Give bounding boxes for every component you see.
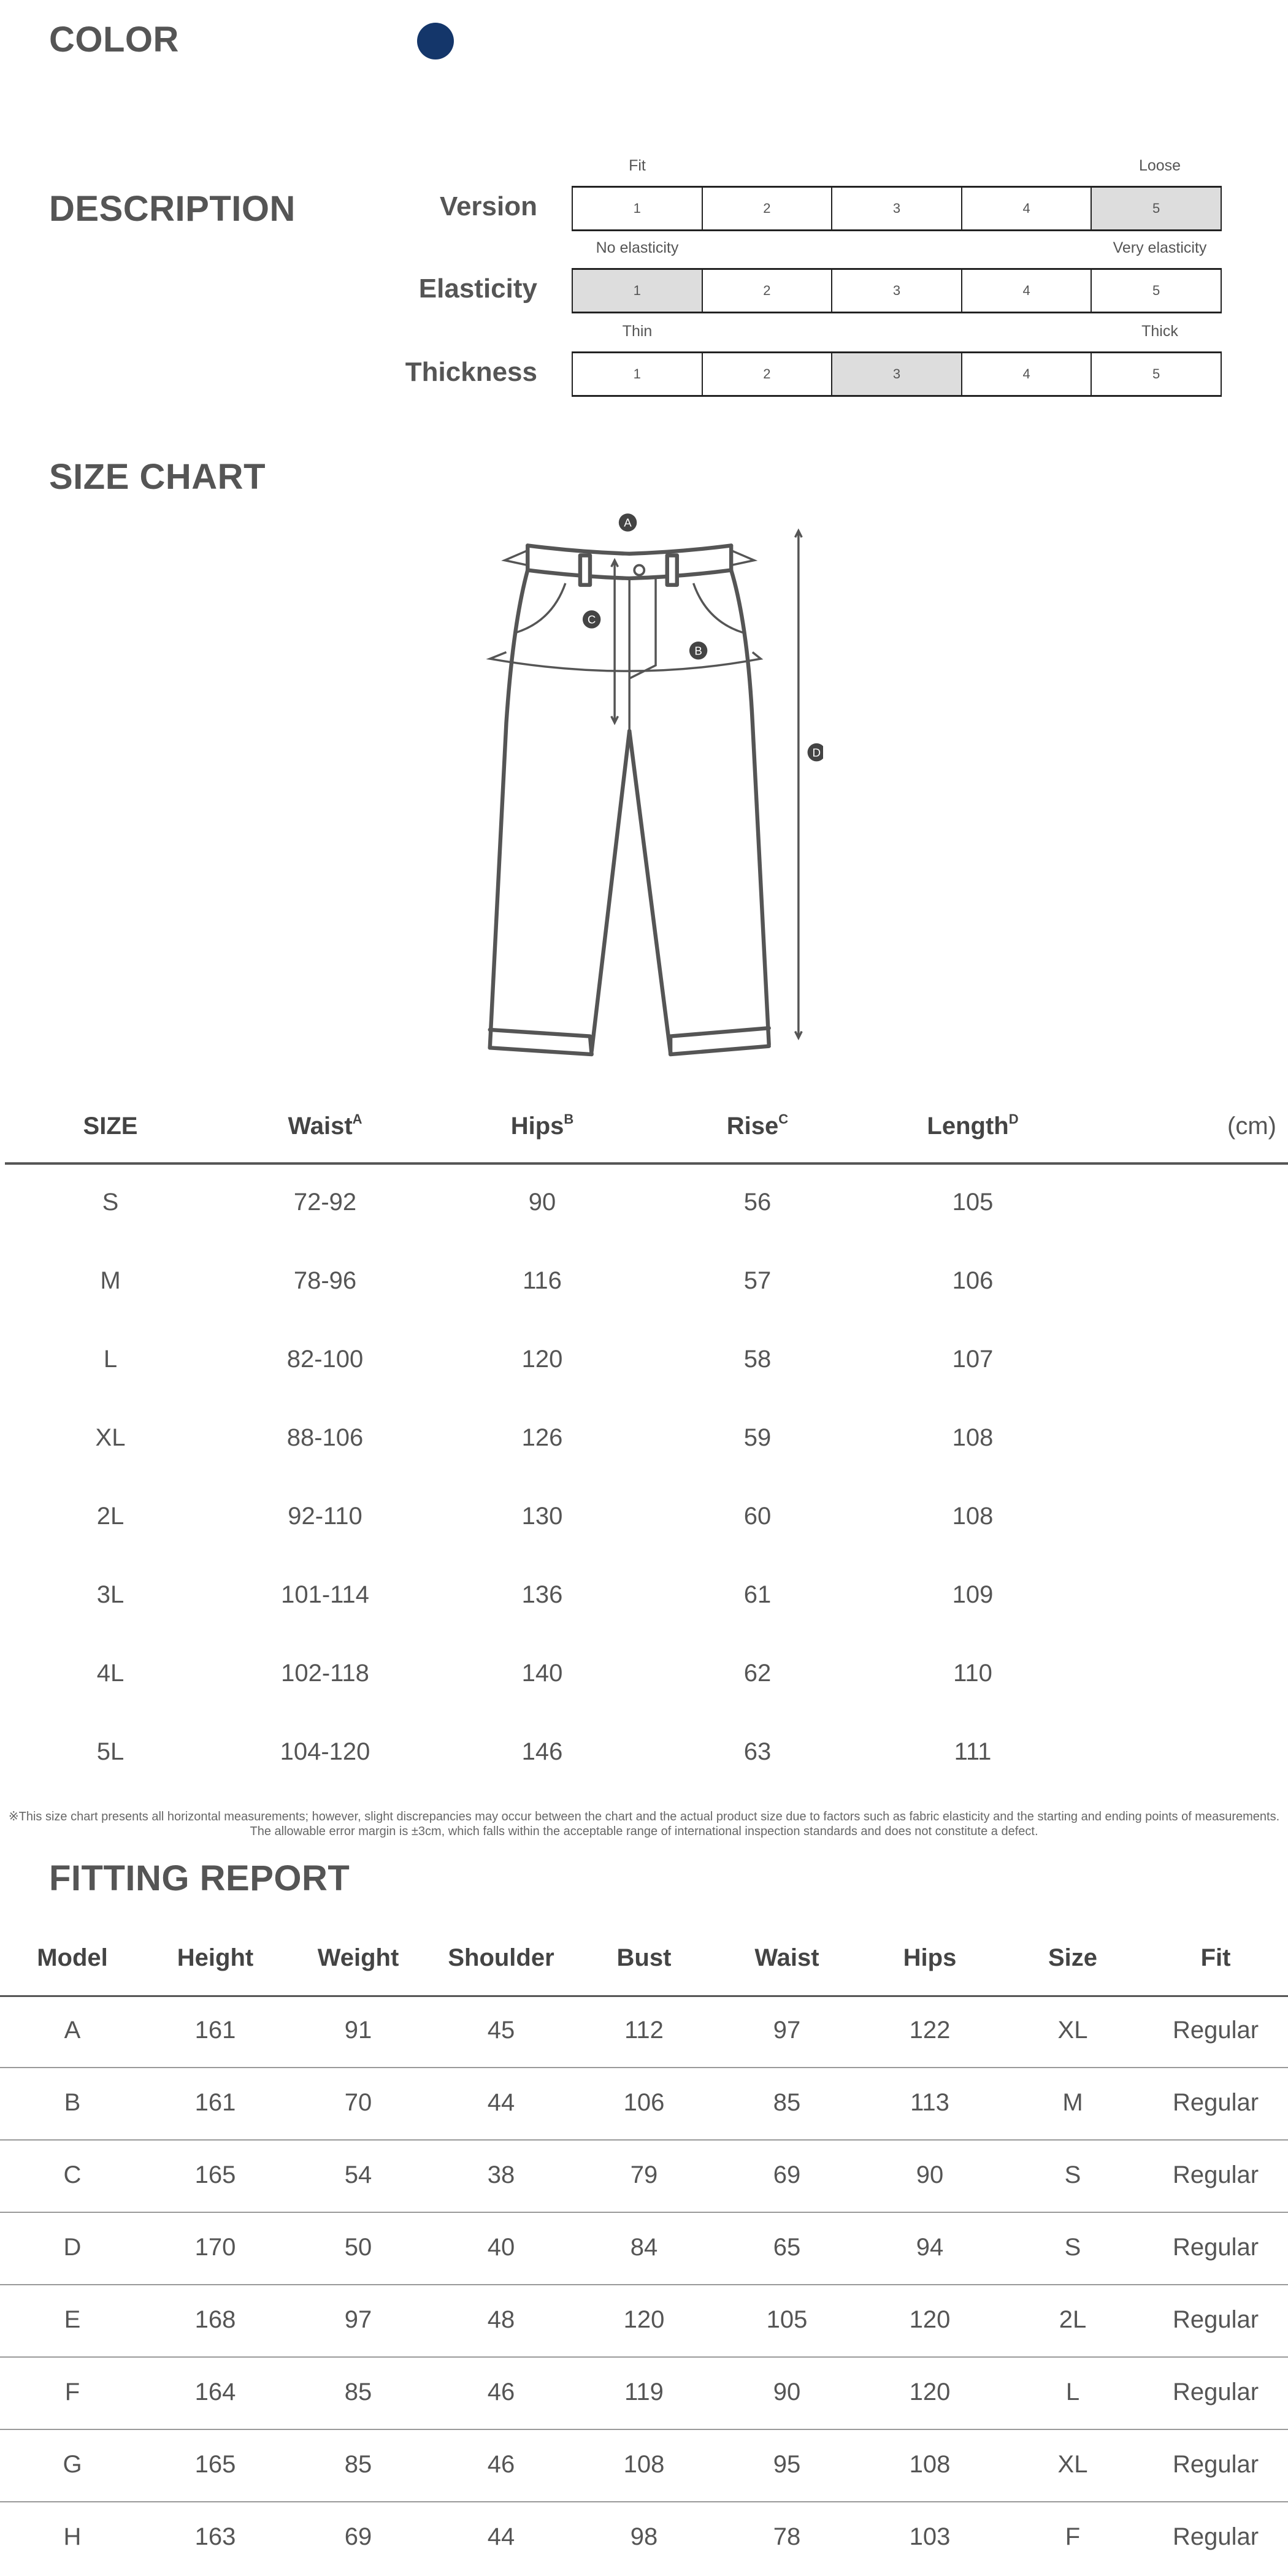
left-hem [490,1030,592,1054]
size-chart-title: SIZE CHART [49,457,266,497]
fit-cell: 97 [773,2017,801,2044]
fit-cell: 2L [1059,2306,1087,2333]
scale-label-version: Version [440,191,537,221]
fit-cell: 69 [773,2161,801,2188]
fit-cell: 90 [773,2379,801,2405]
fit-cell: Regular [1172,2089,1259,2116]
fit-cell: 90 [916,2161,944,2188]
fit-cell: Regular [1172,2451,1259,2478]
size-cell: 108 [952,1424,994,1451]
size-cell: 140 [521,1660,563,1687]
color-title: COLOR [49,20,179,59]
unit-label: (cm) [1227,1113,1276,1140]
fit-cell: XL [1057,2451,1088,2478]
size-cell: S [102,1189,119,1216]
fit-cell: 108 [623,2451,665,2478]
fit-cell: 164 [194,2379,236,2405]
right-outer-seam [731,570,769,1045]
size-cell: 105 [952,1189,994,1216]
fit-cell: 85 [773,2089,801,2116]
fit-cell: 94 [916,2234,944,2261]
fit-cell: 165 [194,2451,236,2478]
size-note-line2: The allowable error margin is ±3cm, which falls within the acceptable range of international inspection standards and does not constitute a defect. [250,1825,1038,1838]
scale-right-label: Loose [1138,157,1181,174]
size-cell: 56 [743,1189,772,1216]
left-inner-seam [592,731,630,1051]
fit-cell: 163 [194,2523,236,2550]
right-inner-seam [629,731,670,1053]
fit-cell: 38 [487,2161,515,2188]
size-header-rise [659,1111,856,1140]
size-cell: 120 [521,1346,563,1373]
fit-cell: E [64,2306,81,2333]
size-cell: 130 [521,1503,563,1530]
marker-a: A [624,516,632,529]
size-cell: 57 [743,1267,772,1294]
row-divider [0,2067,1288,2068]
size-cell: 106 [952,1267,994,1294]
scale-cell-1: 1 [573,270,703,312]
fit-cell: 170 [194,2234,236,2261]
size-cell: 101-114 [281,1581,369,1608]
scale-label-thickness: Thickness [405,357,537,387]
size-cell: 4L [96,1660,125,1687]
scale-cell-3: 3 [832,188,962,229]
fit-cell: 40 [487,2234,515,2261]
header-label: Waist [288,1113,353,1140]
size-cell: 61 [743,1581,772,1608]
fit-cell: F [64,2379,80,2405]
fit-cell: 108 [909,2451,951,2478]
fit-cell: S [1064,2234,1081,2261]
scale-cell-5: 5 [1152,283,1160,298]
hips-measure-line [490,652,761,671]
header-marker: C [778,1111,789,1127]
size-note-line1: ※This size chart presents all horizontal measurements; however, slight discrepancies may occur between the chart and the actual product size due to factors such as fabric elasticity and the starting and ending points of measurements. [8,1810,1280,1823]
scale-right-label: Thick [1141,323,1178,340]
fit-cell: 69 [344,2523,372,2550]
fit-cell: 103 [909,2523,951,2550]
fit-cell: M [1062,2089,1083,2116]
scale-cell-3: 3 [832,270,962,312]
fit-cell: H [63,2523,82,2550]
fit-cell: G [63,2451,82,2478]
fit-header-hips: Hips [903,1944,957,1971]
size-cell: 90 [528,1189,556,1216]
size-header-hips [444,1111,640,1140]
fit-cell: 168 [194,2306,236,2333]
fit-cell: 84 [630,2234,658,2261]
fit-cell: C [63,2161,82,2188]
header-divider [0,1995,1288,1997]
header-divider [5,1162,1288,1165]
size-cell: 60 [743,1503,772,1530]
size-cell: 59 [743,1424,772,1451]
size-cell: 3L [96,1581,125,1608]
header-label: Rise [726,1113,779,1140]
size-cell: 2L [96,1503,125,1530]
size-cell: M [100,1267,121,1294]
row-divider [0,2356,1288,2358]
scale-cell-5: 5 [1092,188,1221,229]
waistband-bottom [527,570,731,578]
waistband-top [527,545,731,553]
header-label: SIZE [83,1113,138,1140]
fit-cell: L [1065,2379,1080,2405]
size-cell: XL [95,1424,126,1451]
size-cell: 111 [954,1738,992,1765]
fit-cell: 44 [487,2523,515,2550]
size-cell: 5L [96,1738,125,1765]
size-header-size [12,1114,209,1138]
fit-header-size: Size [1048,1944,1098,1971]
fit-cell: 95 [773,2451,801,2478]
size-cell: 88-106 [286,1424,364,1451]
header-marker: B [564,1111,574,1127]
size-cell: 58 [743,1346,772,1373]
fit-cell: Regular [1172,2523,1259,2550]
marker-c: C [587,613,596,626]
fit-header-fit: Fit [1200,1944,1231,1971]
size-cell: 109 [952,1581,994,1608]
description-title: DESCRIPTION [49,189,296,229]
fit-cell: 122 [909,2017,951,2044]
fit-cell: A [64,2017,81,2044]
rating-scale [572,268,1222,313]
fit-cell: XL [1057,2017,1088,2044]
rating-scale [572,186,1222,231]
fit-cell: Regular [1172,2234,1259,2261]
size-cell: 108 [952,1503,994,1530]
scale-cell-1: 1 [573,353,703,395]
scale-label-elasticity: Elasticity [418,274,537,304]
size-cell: 92-110 [288,1503,362,1530]
scale-left-label: No elasticity [596,239,679,256]
fit-cell: Regular [1172,2161,1259,2188]
size-cell: 82-100 [286,1346,364,1373]
scale-cell-2: 2 [703,188,833,229]
fit-cell: F [1065,2523,1081,2550]
fit-cell: B [64,2089,81,2116]
size-cell: 102-118 [281,1660,369,1687]
size-cell: L [103,1346,118,1373]
header-label: Hips [510,1113,564,1140]
fit-cell: Regular [1172,2379,1259,2405]
scale-cell-4: 4 [962,188,1092,229]
scale-right-label: Very elasticity [1113,239,1207,256]
size-header-length [875,1111,1071,1140]
fit-header-bust: Bust [616,1944,672,1971]
marker-d: D [812,746,821,759]
size-cell: 110 [953,1660,992,1687]
fit-cell: 48 [487,2306,515,2333]
fly [629,578,656,731]
button [634,565,644,575]
fit-cell: 113 [910,2089,949,2116]
fit-cell: 79 [630,2161,658,2188]
scale-cell-3: 3 [832,353,962,395]
fit-cell: 112 [624,2017,664,2044]
fit-cell: 46 [487,2451,515,2478]
row-divider [0,2429,1288,2430]
length-arrow [795,531,802,1038]
fit-cell: Regular [1172,2306,1259,2333]
scale-cell-1: 1 [573,188,703,229]
fit-cell: 78 [773,2523,801,2550]
fit-cell: Regular [1172,2017,1259,2044]
fit-header-height: Height [177,1944,254,1971]
fit-cell: 85 [344,2451,372,2478]
fit-cell: 120 [909,2379,951,2405]
color-swatch-navy[interactable] [417,23,454,59]
size-header-waist [227,1111,423,1140]
header-label: Length [927,1113,1009,1140]
rise-arrow [611,561,618,723]
fit-cell: 120 [909,2306,951,2333]
scale-cell-2: 2 [703,270,833,312]
fit-cell: 46 [487,2379,515,2405]
left-outer-seam [490,570,528,1048]
fit-header-waist: Waist [754,1944,819,1971]
fit-header-model: Model [37,1944,108,1971]
size-cell: 107 [952,1346,994,1373]
fit-cell: 120 [623,2306,665,2333]
fit-cell: 165 [194,2161,236,2188]
fit-header-shoulder: Shoulder [448,1944,554,1971]
fit-cell: 65 [773,2234,801,2261]
fit-cell: 50 [344,2234,372,2261]
scale-cell-4: 4 [962,353,1092,395]
header-marker: A [352,1111,362,1127]
fit-cell: 119 [624,2379,664,2405]
marker-b: B [694,644,702,657]
right-hem [670,1028,769,1054]
fit-cell: 105 [766,2306,808,2333]
pants-measurement-diagram [478,509,823,1068]
size-cell: 136 [521,1581,563,1608]
fit-cell: 85 [344,2379,372,2405]
rating-scale [572,351,1222,397]
scale-cell-5: 5 [1152,366,1160,381]
row-divider [0,2212,1288,2213]
size-cell: 126 [521,1424,563,1451]
scale-cell-2: 2 [703,353,833,395]
size-cell: 104-120 [280,1738,370,1765]
fit-cell: 70 [344,2089,372,2116]
size-cell: 62 [743,1660,772,1687]
row-divider [0,2284,1288,2285]
fit-cell: D [63,2234,82,2261]
fitting-report-title: FITTING REPORT [49,1858,350,1898]
fit-cell: 98 [630,2523,658,2550]
fit-cell: 54 [344,2161,372,2188]
scale-cell-4: 4 [962,270,1092,312]
fit-cell: 44 [487,2089,515,2116]
size-cell: 116 [523,1267,562,1294]
belt-loop-left [580,555,590,585]
fit-cell: 161 [194,2017,236,2044]
size-cell: 146 [521,1738,563,1765]
scale-left-label: Thin [622,323,653,340]
header-marker: D [1008,1111,1019,1127]
fit-cell: 97 [344,2306,372,2333]
size-cell: 72-92 [293,1189,357,1216]
fit-cell: 45 [487,2017,515,2044]
row-divider [0,2501,1288,2502]
belt-loop-right [667,555,677,585]
fit-cell: 106 [623,2089,665,2116]
size-cell: 78-96 [293,1267,357,1294]
fit-cell: S [1064,2161,1081,2188]
fit-cell: 161 [194,2089,236,2116]
row-divider [0,2139,1288,2141]
fit-header-weight: Weight [317,1944,399,1971]
fit-cell: 91 [344,2017,372,2044]
scale-left-label: Fit [629,157,646,174]
size-cell: 63 [743,1738,772,1765]
